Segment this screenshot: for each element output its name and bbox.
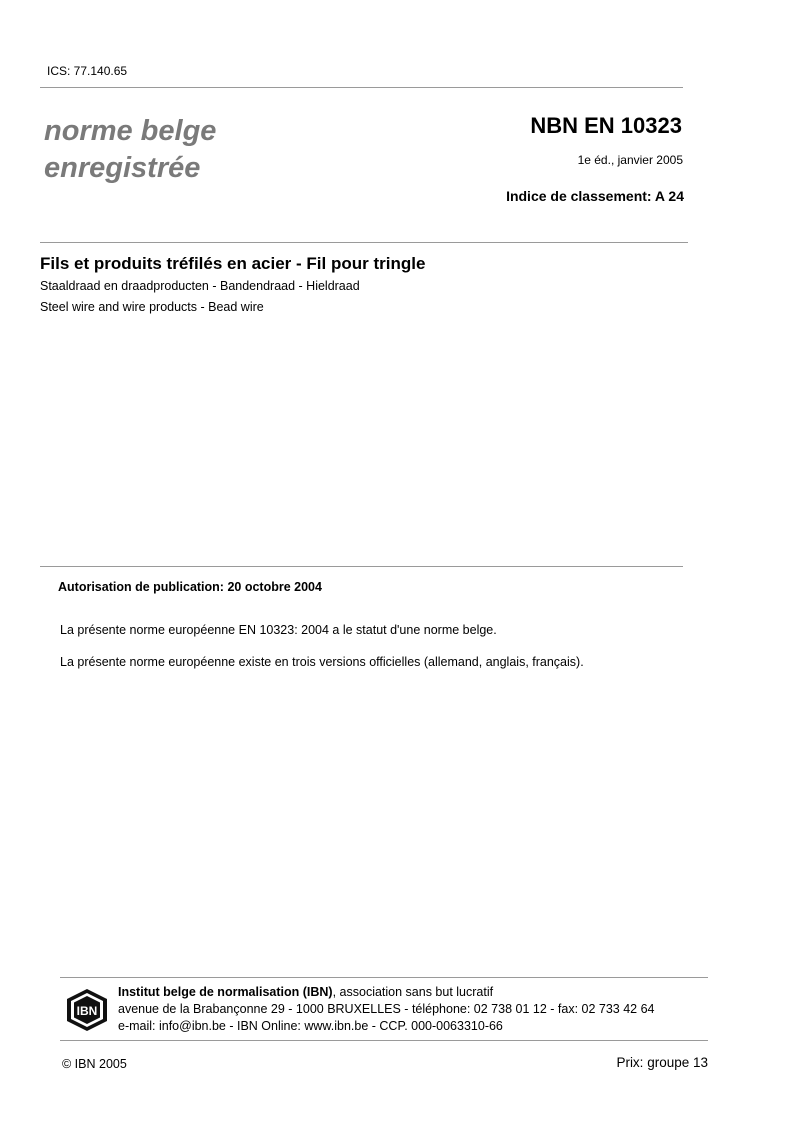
- classification-index: Indice de classement: A 24: [506, 188, 684, 204]
- institute-name: Institut belge de normalisation (IBN): [118, 985, 333, 999]
- institute-info: [118, 984, 655, 1035]
- svg-text:IBN: IBN: [76, 1004, 98, 1018]
- footer-divider-top: [60, 977, 708, 978]
- title-divider-top: [40, 242, 688, 243]
- status-paragraph: La présente norme européenne EN 10323: 2004 a le statut d'une norme belge.: [60, 623, 497, 637]
- title-french: Fils et produits tréfilés en acier - Fil pour tringle: [40, 254, 426, 273]
- copyright: © IBN 2005: [62, 1057, 127, 1071]
- header-divider: [40, 87, 683, 88]
- title-divider-bottom: [40, 566, 683, 567]
- footer-divider-bottom: [60, 1040, 708, 1041]
- price-group: Prix: groupe 13: [616, 1055, 708, 1070]
- norm-type-line2: enregistrée: [44, 152, 201, 184]
- title-dutch: Staaldraad en draadproducten - Bandendraad - Hieldraad: [40, 279, 360, 293]
- institute-status: , association sans but lucratif: [332, 985, 494, 999]
- title-english: Steel wire and wire products - Bead wire: [40, 300, 264, 314]
- versions-paragraph: La présente norme européenne existe en trois versions officielles (allemand, anglais, français).: [60, 655, 584, 669]
- ibn-logo-icon: [66, 988, 108, 1032]
- norm-type-line1: norme belge: [44, 115, 217, 147]
- institute-name-line: [118, 984, 655, 1001]
- publication-authorisation: Autorisation de publication: 20 octobre 2004: [58, 580, 322, 594]
- edition-date: 1e éd., janvier 2005: [577, 153, 683, 167]
- institute-contact: e-mail: info@ibn.be - IBN Online: www.ibn.be - CCP. 000-0063310-66: [118, 1019, 503, 1033]
- norm-type-label: [44, 113, 216, 187]
- ics-code: ICS: 77.140.65: [47, 64, 128, 78]
- institute-address: avenue de la Brabançonne 29 - 1000 BRUXELLES - téléphone: 02 738 01 12 - fax: 02 733 42 64: [118, 1002, 655, 1016]
- standard-code: NBN EN 10323: [530, 113, 682, 138]
